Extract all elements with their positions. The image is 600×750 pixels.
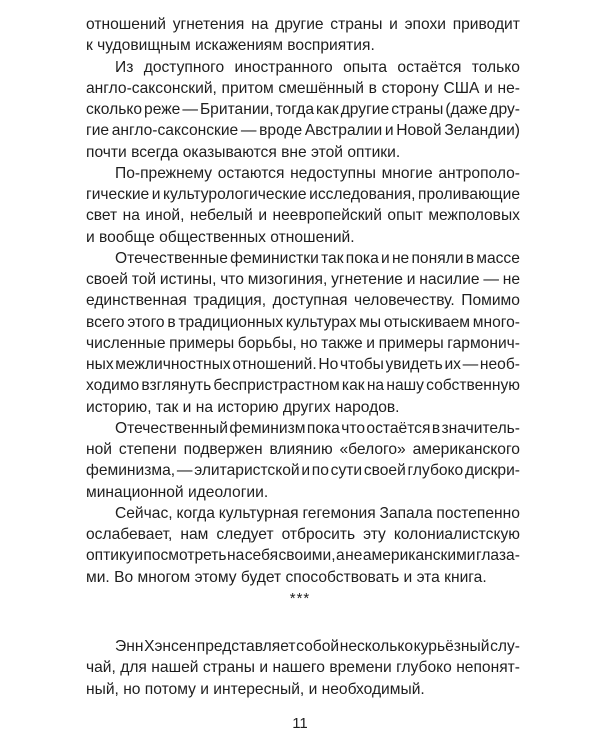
text-line: оптику и посмотреть на себя своими, а не американскими глаза-	[86, 547, 520, 565]
text-line: к чудовищным искажениям восприятия.	[86, 37, 375, 55]
text-line: англо-саксонский, притом смешённый в сторону США и не-	[86, 79, 520, 97]
text-line: почти всегда оказываются вне этой оптики.	[86, 143, 401, 161]
paragraph	[86, 163, 520, 248]
text-line: ный, но потому и интересный, и необходимый.	[86, 680, 425, 698]
text-line: Отечественные феминистки так пока и не поняли в массе	[115, 249, 520, 267]
paragraph	[86, 57, 520, 163]
text-line: Энн Хэнсен представляет собой несколько курьёзный слу-	[115, 638, 520, 655]
page-number: 11	[292, 715, 308, 732]
text-line: своей той истины, что мизогиния, угнетение и насилие — не	[86, 271, 520, 288]
text-line: отношений угнетения на другие страны и эпохи приводит	[86, 16, 520, 33]
paragraph	[86, 636, 520, 700]
text-line: ных межличностных отношений. Но чтобы увидеть их — необ-	[86, 356, 520, 373]
paragraph	[86, 14, 520, 57]
text-line: сколько реже — Британии, тогда как другие страны (даже дру-	[86, 101, 520, 118]
text-line: численные примеры борьбы, но также и примеры гармонич-	[86, 334, 520, 352]
text-line: чай, для нашей страны и нашего времени глубоко непонят-	[86, 659, 520, 677]
text-line: историю, так и на историю других народов.	[86, 398, 400, 416]
text-line: Отечественный феминизм пока что остаётся в значитель-	[115, 419, 520, 437]
text-line: феминизма, — элитаристской и по сути своей глубоко дискри-	[86, 462, 520, 480]
text-line: и вообще общественных отношений.	[86, 228, 355, 246]
text-line: гические и культурологические исследования, проливающие	[86, 186, 520, 203]
text-line: свет на иной, небелый и неевропейский опыт межполовых	[86, 207, 520, 225]
section-2-text	[86, 636, 520, 700]
text-line: ми. Во многом этому будет способствовать и эта книга.	[86, 568, 487, 586]
text-line: Из доступного иностранного опыта остаётся только	[115, 58, 520, 76]
paragraph	[86, 503, 520, 588]
paragraph	[86, 418, 520, 503]
text-line: ослабевает, нам следует отбросить эту колониалистскую	[86, 526, 520, 543]
text-line: По-прежнему остаются недоступны многие антрополо-	[115, 164, 520, 182]
section-separator: ***	[289, 590, 311, 607]
text-line: Сейчас, когда культурная гегемония Запала постепенно	[115, 504, 520, 522]
paragraph	[86, 248, 520, 418]
text-line: единственная традиция, доступная человечеству. Помимо	[86, 292, 520, 310]
text-line: всего этого в традиционных культурах мы отыскиваем много-	[86, 313, 520, 331]
main-text	[86, 14, 520, 588]
text-line: минационной идеологии.	[86, 483, 269, 501]
text-line: гие англо-саксонские — вроде Австралии и Новой Зеландии)	[86, 122, 520, 140]
text-line: ной степени подвержен влиянию «белого» американского	[86, 441, 520, 458]
text-line: ходимо взглянуть беспристрастном как на нашу собственную	[86, 377, 520, 395]
